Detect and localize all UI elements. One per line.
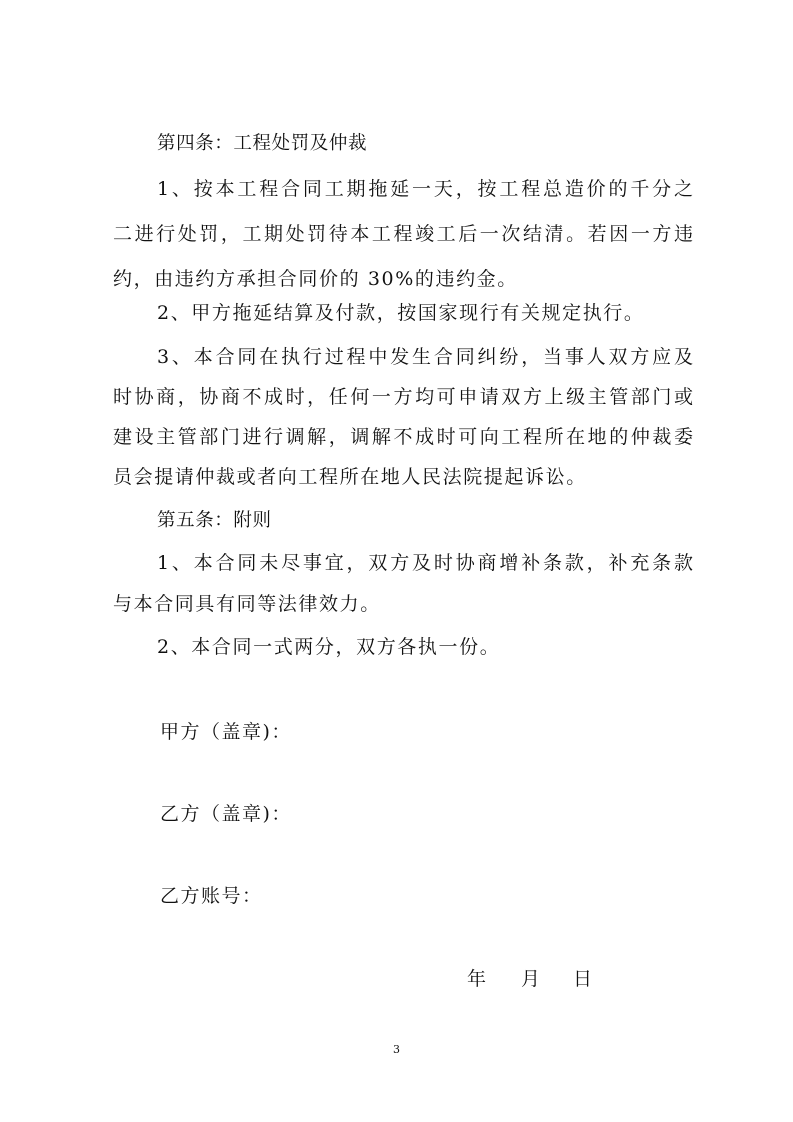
article-4-clause-1-line-2: 二进行处罚，工期处罚待本工程竣工后一次结清。若因一方违 (113, 223, 693, 245)
date-month-label: 月 (521, 968, 541, 990)
date-year-label: 年 (467, 968, 487, 990)
date-day-label: 日 (573, 968, 593, 990)
article-4-clause-3-line-2: 时协商，协商不成时，任何一方均可申请双方上级主管部门或 (113, 386, 693, 408)
party-b-account-label: 乙方账号： (160, 885, 263, 907)
article-5-clause-1-line-1: 1、本合同未尽事宜，双方及时协商增补条款，补充条款 (157, 552, 693, 574)
article-4-clause-1-line-3: 约，由违约方承担合同价的 30%的违约金。 (113, 268, 518, 290)
article-4-clause-3-line-1: 3、本合同在执行过程中发生合同纠纷，当事人双方应及 (157, 346, 693, 368)
page-number: 3 (393, 1043, 400, 1056)
article-5-clause-2: 2、本合同一式两分，双方各执一份。 (157, 636, 501, 658)
party-b-seal-label: 乙方（盖章)： (160, 803, 292, 825)
article-4-clause-3-line-4: 员会提请仲裁或者向工程所在地人民法院提起诉讼。 (113, 466, 587, 488)
article-4-clause-1-line-1: 1、按本工程合同工期拖延一天，按工程总造价的千分之 (157, 178, 693, 200)
article-4-heading: 第四条：工程处罚及仲裁 (157, 133, 368, 154)
article-4-clause-2: 2、甲方拖延结算及付款，按国家现行有关规定执行。 (157, 302, 645, 324)
party-a-seal-label: 甲方（盖章)： (160, 721, 292, 743)
article-4-clause-3-line-3: 建设主管部门进行调解，调解不成时可向工程所在地的仲裁委 (113, 426, 693, 448)
article-5-clause-1-line-2: 与本合同具有同等法律效力。 (113, 593, 381, 615)
article-5-heading: 第五条：附则 (157, 510, 272, 531)
